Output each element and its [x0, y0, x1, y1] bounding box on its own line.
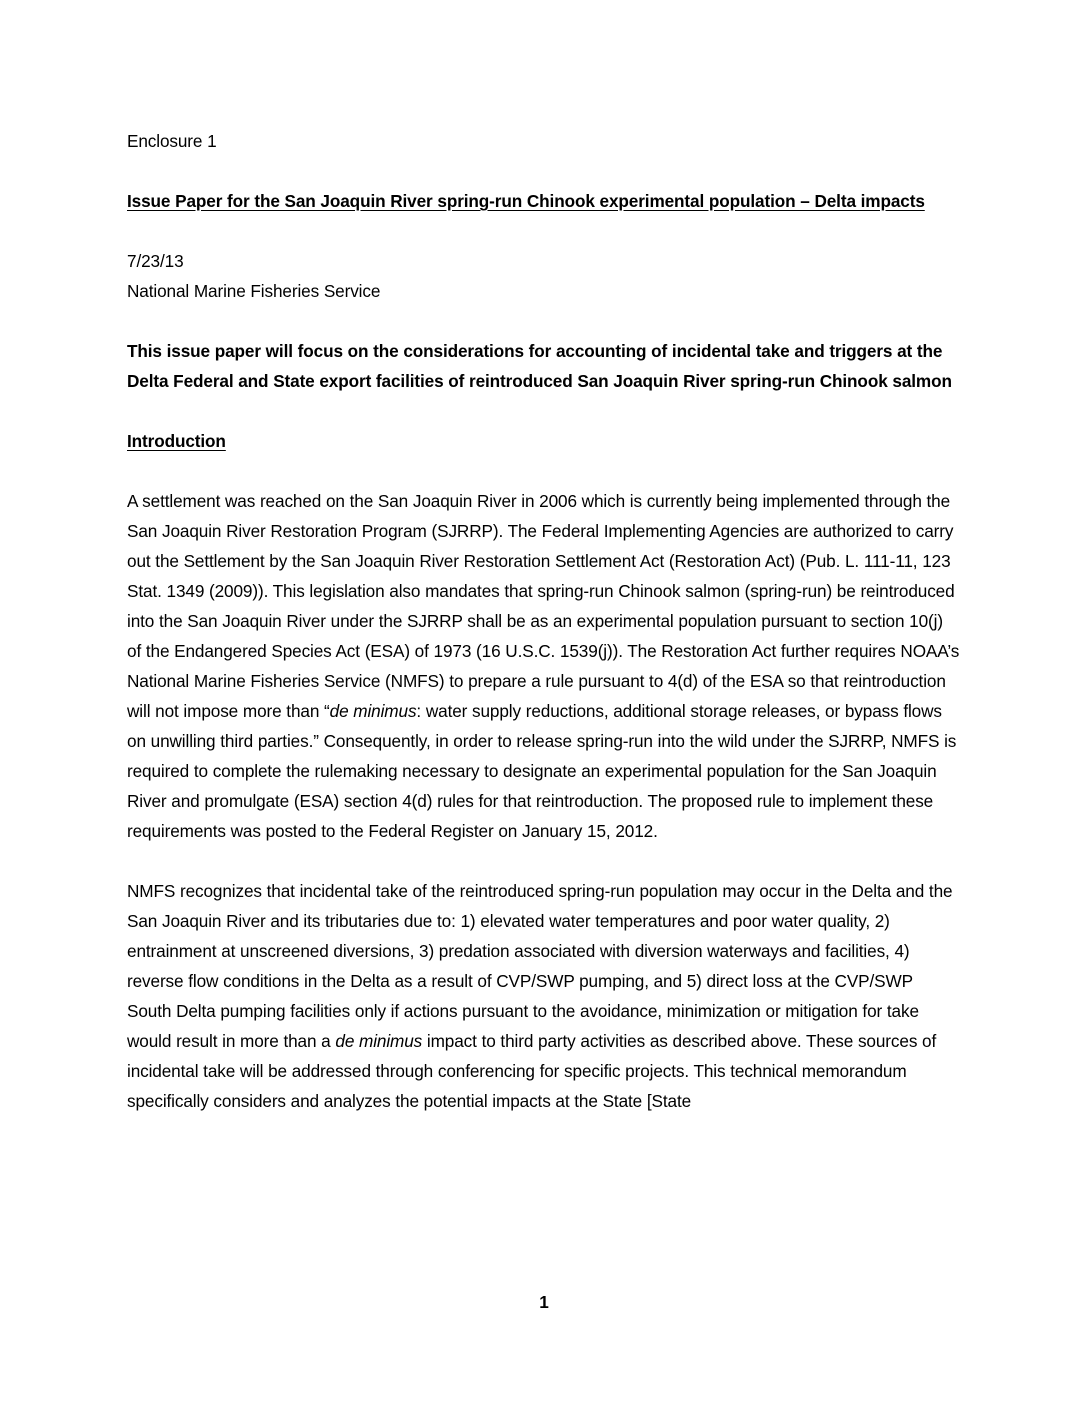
- enclosure-label: Enclosure 1: [127, 131, 217, 151]
- document-body: [127, 126, 961, 1116]
- text-run: impact to third party activities as described above. These sources of incidental take will be addressed through conferencing for specific projects. This technical memorandum specifically considers and analyzes the potential impacts at the State [State: [127, 1031, 937, 1111]
- body-paragraphs: [127, 486, 961, 1116]
- italic-term: de minimus: [329, 701, 417, 721]
- paragraph-settlement-background: [127, 486, 961, 846]
- section-heading-introduction: Introduction: [127, 431, 226, 451]
- document-agency: National Marine Fisheries Service: [127, 281, 381, 301]
- document-title: Issue Paper for the San Joaquin River spring-run Chinook experimental population – Delta impacts: [127, 191, 925, 211]
- focus-statement: This issue paper will focus on the considerations for accounting of incidental take and triggers at the Delta Federal and State export facilities of reintroduced San Joaquin River spring-run Chinook salmon: [127, 341, 952, 391]
- text-run: A settlement was reached on the San Joaquin River in 2006 which is currently being implemented through the San Joaquin River Restoration Program (SJRRP). The Federal Implementing Agencies are authorized to carry out the Settlement by the San Joaquin River Restoration Settlement Act (Restoration Act) (Pub. L. 111-11, 123 Stat. 1349 (2009)). This legislation also mandates that spring-run Chinook salmon (spring-run) be reintroduced into the San Joaquin River under the SJRRP shall be as an experimental population pursuant to section 10(j) of the Endangered Species Act (ESA) of 1973 (16 U.S.C. 1539(j)). The Restoration Act further requires NOAA’s National Marine Fisheries Service (NMFS) to prepare a rule pursuant to 4(d) of the ESA so that reintroduction will not impose more than “: [127, 491, 960, 721]
- text-run: : water supply reductions, additional storage releases, or bypass flows on unwilling third parties.” Consequently, in order to release spring-run into the wild under the SJRRP, NMFS is required to complete the rulemaking necessary to designate an experimental population for the San Joaquin River and promulgate (ESA) section 4(d) rules for that reintroduction. The proposed rule to implement these requirements was posted to the Federal Register on January 15, 2012.: [127, 701, 957, 841]
- document-date: 7/23/13: [127, 251, 184, 271]
- document-meta: [127, 246, 961, 306]
- page-number: 1: [539, 1292, 549, 1312]
- text-run: NMFS recognizes that incidental take of the reintroduced spring-run population may occur in the Delta and the San Joaquin River and its tributaries due to: 1) elevated water temperatures and poor water quality, 2) entrainment at unscreened diversions, 3) predation associated with diversion waterways and facilities, 4) reverse flow conditions in the Delta as a result of CVP/SWP pumping, and 5) direct loss at the CVP/SWP South Delta pumping facilities only if actions pursuant to the avoidance, minimization or mitigation for take would result in more than a: [127, 881, 953, 1051]
- italic-term: de minimus: [335, 1031, 423, 1051]
- paragraph-incidental-take-sources: [127, 876, 961, 1116]
